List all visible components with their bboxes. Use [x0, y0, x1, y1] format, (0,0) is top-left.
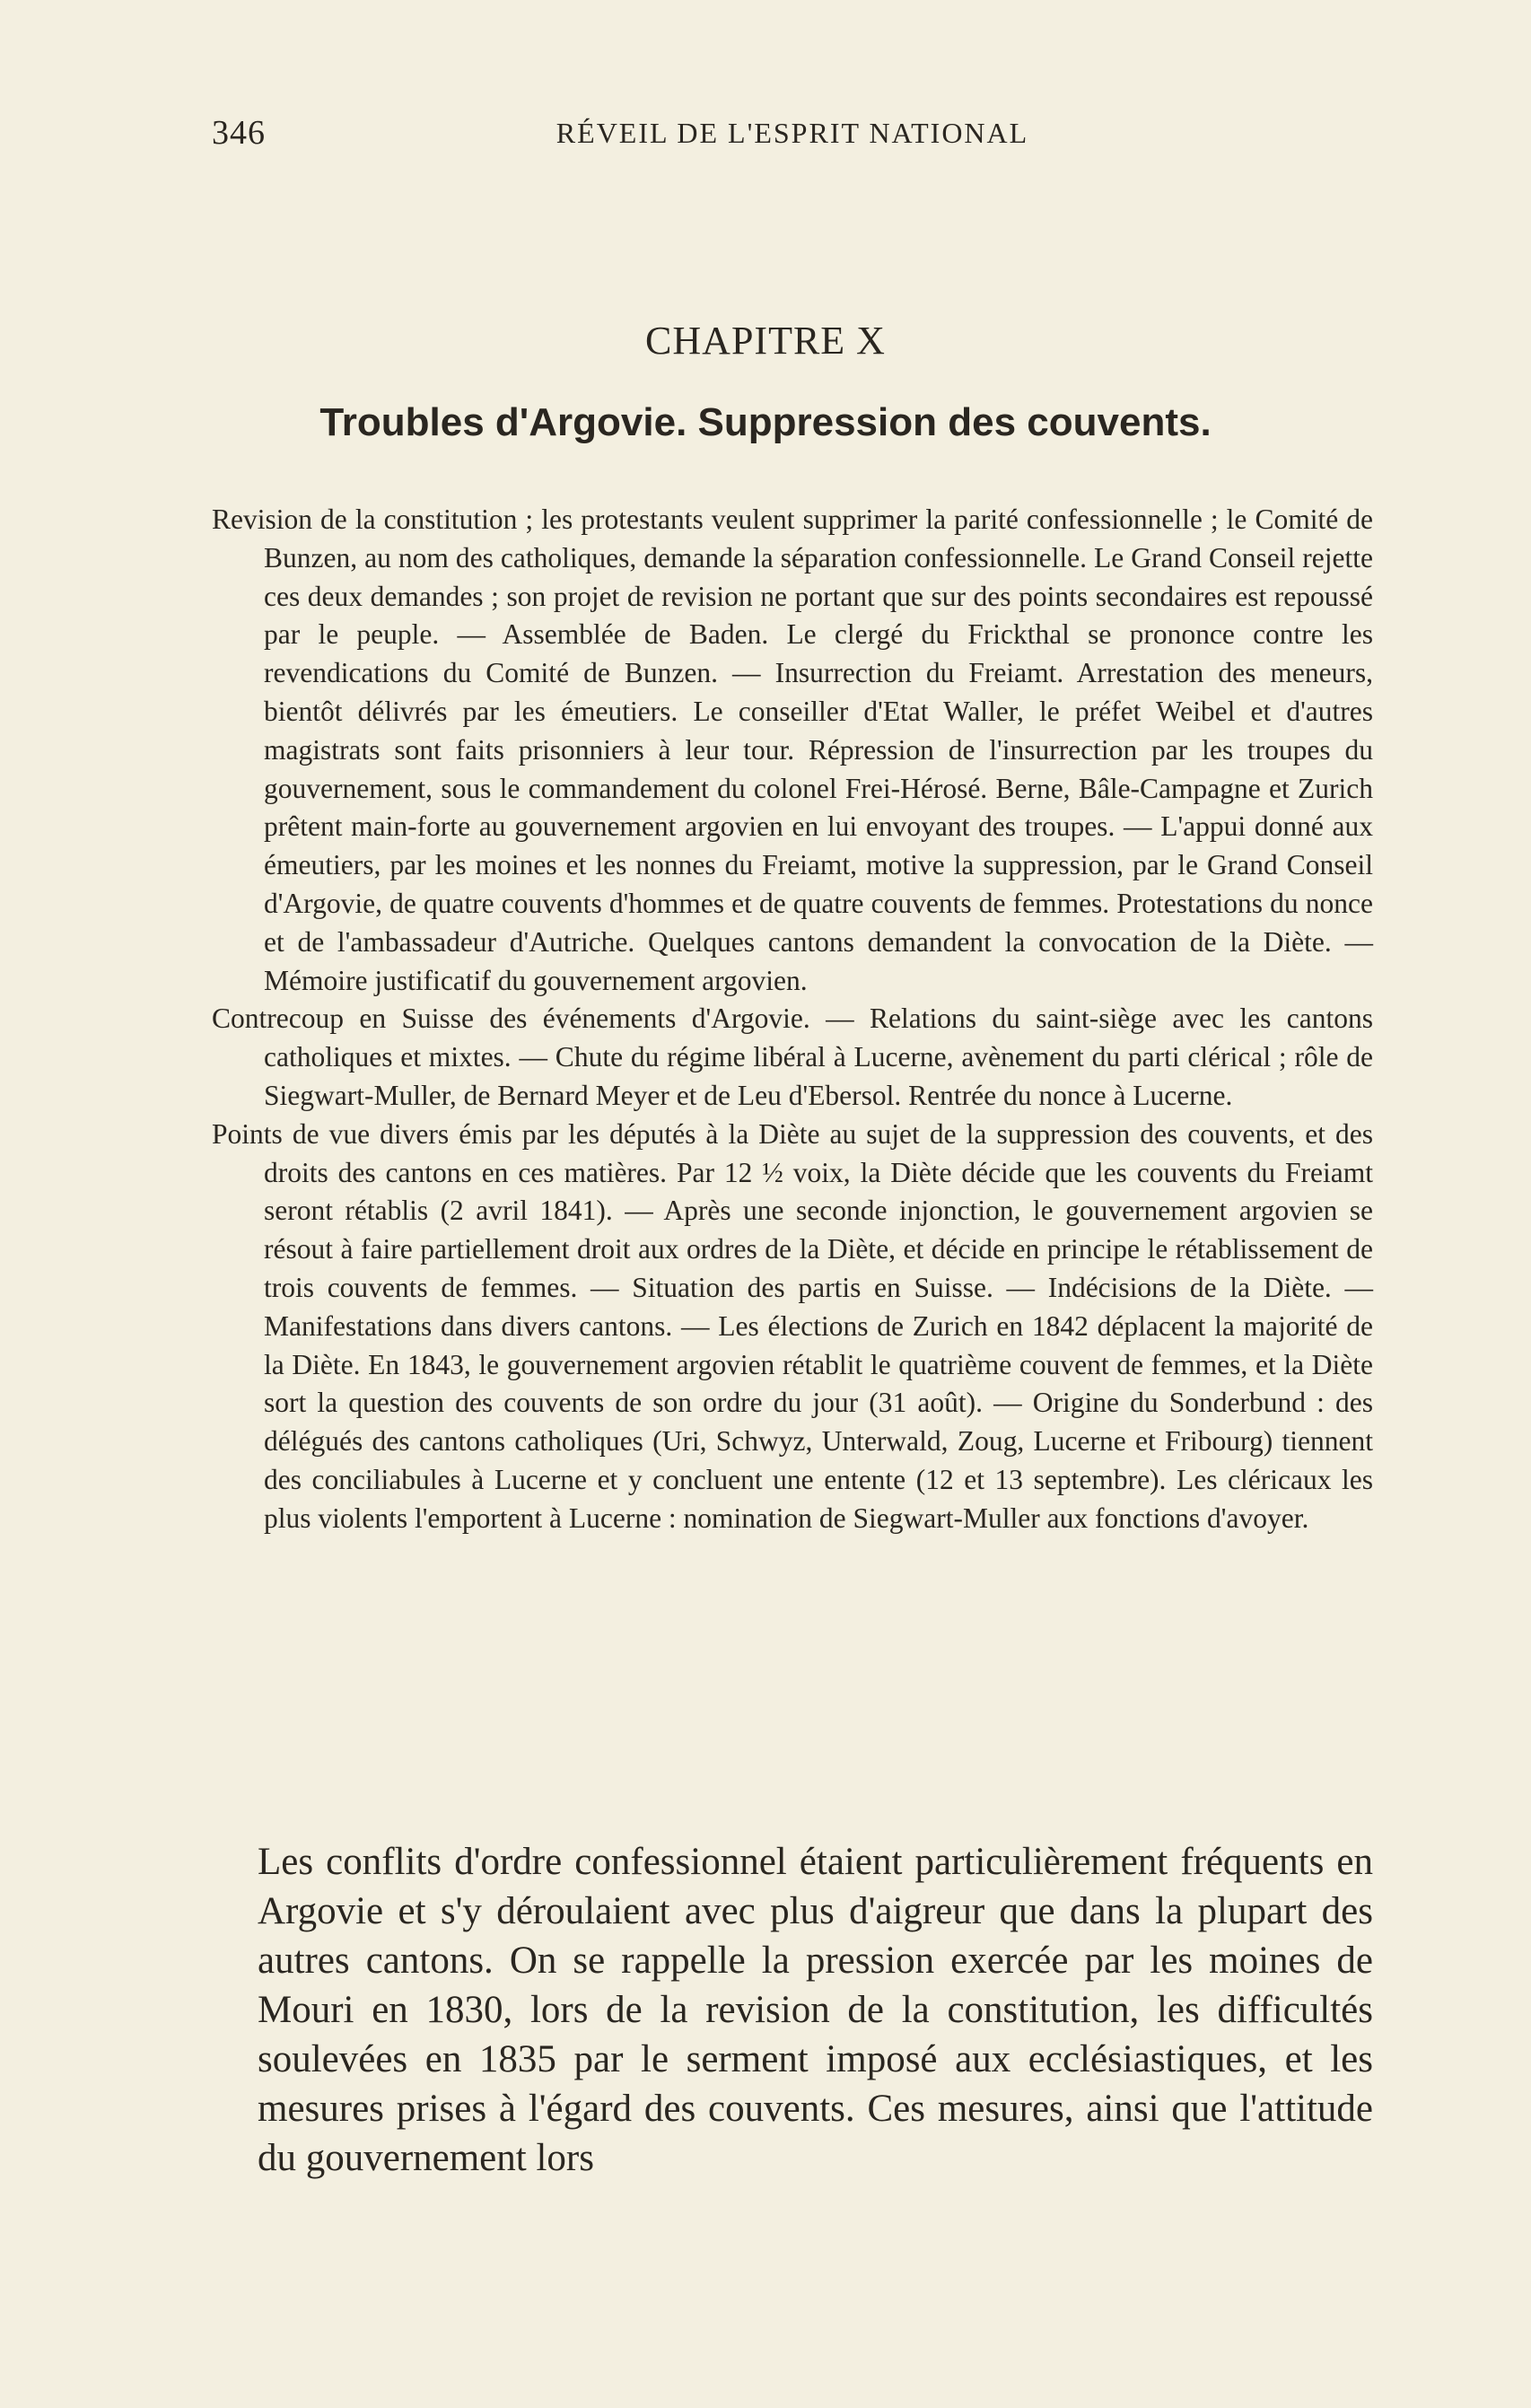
summary-paragraph: Contrecoup en Suisse des événements d'Argovie. — Relations du saint-siège avec les cantons catholiques et mixtes. — Chute du régime libéral à Lucerne, avènement du parti clérical ; rôle de Siegwart-Muller, de Bernard Meyer et de Leu d'Ebersol. Rentrée du nonce à Lucerne. [212, 1003, 1373, 1111]
summary-paragraph: Points de vue divers émis par les députés à la Diète au sujet de la suppression des couvents, et des droits des cantons en ces matières. Par 12 ½ voix, la Diète décide que les couvents du Freiamt seront rétablis (2 avril 1841). — Après une seconde injonction, le gouvernement argovien se résout à faire partiellement droit aux ordres de la Diète, et décide en principe le rétablissement de trois couvents de femmes. — Situation des partis en Suisse. — Indécisions de la Diète. — Manifestations dans divers cantons. — Les élections de Zurich en 1842 déplacent la majorité de la Diète. En 1843, le gouvernement argovien rétablit le quatrième couvent de femmes, et la Diète sort la question des couvents de son ordre du jour (31 août). — Origine du Sonderbund : des délégués des cantons catholiques (Uri, Schwyz, Unterwald, Zoug, Lucerne et Fribourg) tiennent des conciliabules à Lucerne et y concluent une entente (12 et 13 septembre). Les cléricaux les plus violents l'emportent à Lucerne : nomination de Siegwart-Muller aux fonctions d'avoyer. [212, 1117, 1373, 1534]
body-paragraph: Les conflits d'ordre confessionnel étaient particulièrement fréquents en Argovie et s'y déroulaient avec plus d'aigreur que dans la plupart des autres cantons. On se rappelle la pression exercée par les moines de Mouri en 1830, lors de la revision de la constitution, les difficultés soulevées en 1835 par le serment imposé aux ecclésiastiques, et les mesures prises à l'égard des couvents. Ces mesures, ainsi que l'attitude du gouvernement lors [258, 1841, 1373, 2179]
chapter-number: CHAPITRE X [645, 319, 886, 363]
running-title: RÉVEIL DE L'ESPRIT NATIONAL [556, 117, 1029, 149]
summary-paragraph: Revision de la constitution ; les protestants veulent supprimer la parité confessionnelle ; le Comité de Bunzen, au nom des catholiques, demande la séparation confessionnelle. Le Grand Conseil rejette ces deux demandes ; son projet de revision ne portant que sur des points secondaires est repoussé par le peuple. — Assemblée de Baden. Le clergé du Frickthal se prononce contre les revendications du Comité de Bunzen. — Insurrection du Freiamt. Arrestation des meneurs, bientôt délivrés par les émeutiers. Le conseiller d'Etat Waller, le préfet Weibel et d'autres magistrats sont faits prisonniers à leur tour. Répression de l'insurrection par les troupes du gouvernement, sous le commandement du colonel Frei-Hérosé. Berne, Bâle-Campagne et Zurich prêtent main-forte au gouvernement argovien en lui envoyant des troupes. — L'appui donné aux émeutiers, par les moines et les nonnes du Freiamt, motive la suppression, par le Grand Conseil d'Argovie, de quatre couvents d'hommes et de quatre couvents de femmes. Protestations du nonce et de l'ambassadeur d'Autriche. Quelques cantons demandent la convocation de la Diète. — Mémoire justificatif du gouvernement argovien. [212, 503, 1373, 996]
chapter-title: Troubles d'Argovie. Suppression des couvents. [319, 400, 1212, 444]
page-number: 346 [212, 114, 266, 152]
running-head [212, 113, 1373, 167]
chapter-summary [212, 501, 1373, 1538]
body-text [258, 1837, 1373, 2183]
